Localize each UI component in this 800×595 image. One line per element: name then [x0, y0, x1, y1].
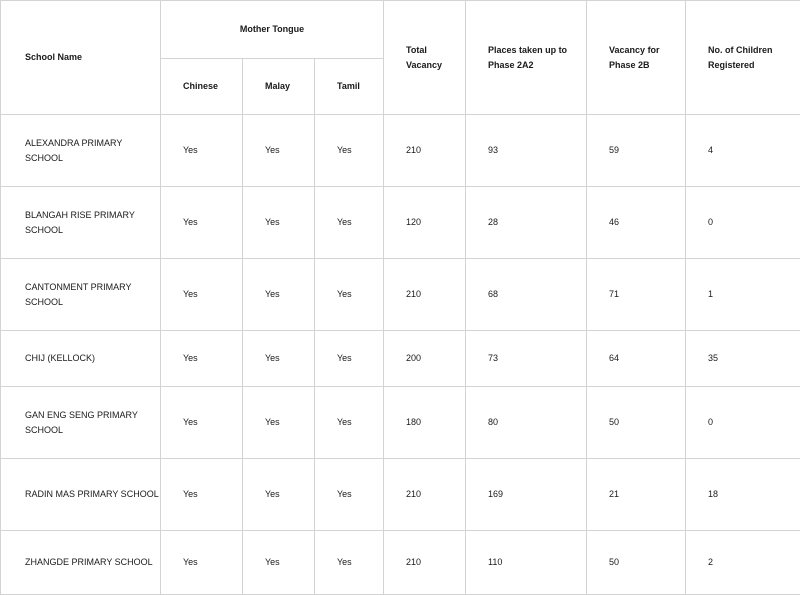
table-row — [1, 531, 800, 595]
places-taken-cell: 110 — [466, 531, 587, 595]
column-header-malay: Malay — [243, 59, 315, 115]
school-name-cell: CHIJ (KELLOCK) — [1, 331, 161, 387]
chinese-cell: Yes — [161, 115, 243, 187]
malay-cell: Yes — [243, 331, 315, 387]
total-vacancy-cell: 210 — [384, 115, 466, 187]
tamil-cell: Yes — [315, 187, 384, 259]
children-registered-cell: 0 — [686, 187, 800, 259]
places-taken-cell: 93 — [466, 115, 587, 187]
tamil-cell: Yes — [315, 531, 384, 595]
malay-cell: Yes — [243, 259, 315, 331]
table-row — [1, 387, 800, 459]
malay-cell: Yes — [243, 387, 315, 459]
column-header-vacancy-phase-2b: Vacancy for Phase 2B — [587, 1, 686, 115]
table-row — [1, 115, 800, 187]
school-name-cell: ZHANGDE PRIMARY SCHOOL — [1, 531, 161, 595]
places-taken-cell: 169 — [466, 459, 587, 531]
school-name-cell: RADIN MAS PRIMARY SCHOOL — [1, 459, 161, 531]
places-taken-cell: 80 — [466, 387, 587, 459]
malay-cell: Yes — [243, 531, 315, 595]
chinese-cell: Yes — [161, 331, 243, 387]
children-registered-cell: 2 — [686, 531, 800, 595]
tamil-cell: Yes — [315, 115, 384, 187]
places-taken-cell: 28 — [466, 187, 587, 259]
children-registered-cell: 0 — [686, 387, 800, 459]
table-row — [1, 459, 800, 531]
school-name-cell: ALEXANDRA PRIMARY SCHOOL — [1, 115, 161, 187]
total-vacancy-cell: 210 — [384, 259, 466, 331]
places-taken-cell: 68 — [466, 259, 587, 331]
column-header-mother-tongue: Mother Tongue — [161, 1, 384, 59]
chinese-cell: Yes — [161, 187, 243, 259]
malay-cell: Yes — [243, 459, 315, 531]
vacancy-phase-2b-cell: 59 — [587, 115, 686, 187]
column-header-school-name: School Name — [1, 1, 161, 115]
tamil-cell: Yes — [315, 459, 384, 531]
total-vacancy-cell: 210 — [384, 531, 466, 595]
tamil-cell: Yes — [315, 259, 384, 331]
total-vacancy-cell: 180 — [384, 387, 466, 459]
vacancy-phase-2b-cell: 46 — [587, 187, 686, 259]
school-name-cell: GAN ENG SENG PRIMARY SCHOOL — [1, 387, 161, 459]
header-row-top — [1, 1, 800, 59]
vacancy-phase-2b-cell: 64 — [587, 331, 686, 387]
total-vacancy-cell: 120 — [384, 187, 466, 259]
children-registered-cell: 35 — [686, 331, 800, 387]
table-row — [1, 259, 800, 331]
vacancy-phase-2b-cell: 50 — [587, 387, 686, 459]
tamil-cell: Yes — [315, 331, 384, 387]
chinese-cell: Yes — [161, 387, 243, 459]
vacancy-phase-2b-cell: 50 — [587, 531, 686, 595]
vacancy-phase-2b-cell: 71 — [587, 259, 686, 331]
children-registered-cell: 18 — [686, 459, 800, 531]
column-header-places-taken: Places taken up to Phase 2A2 — [466, 1, 587, 115]
vacancy-phase-2b-cell: 21 — [587, 459, 686, 531]
chinese-cell: Yes — [161, 531, 243, 595]
column-header-total-vacancy: Total Vacancy — [384, 1, 466, 115]
column-header-chinese: Chinese — [161, 59, 243, 115]
places-taken-cell: 73 — [466, 331, 587, 387]
school-name-cell: BLANGAH RISE PRIMARY SCHOOL — [1, 187, 161, 259]
children-registered-cell: 4 — [686, 115, 800, 187]
total-vacancy-cell: 200 — [384, 331, 466, 387]
table-row — [1, 331, 800, 387]
school-name-cell: CANTONMENT PRIMARY SCHOOL — [1, 259, 161, 331]
column-header-tamil: Tamil — [315, 59, 384, 115]
malay-cell: Yes — [243, 115, 315, 187]
table-row — [1, 187, 800, 259]
chinese-cell: Yes — [161, 459, 243, 531]
children-registered-cell: 1 — [686, 259, 800, 331]
malay-cell: Yes — [243, 187, 315, 259]
total-vacancy-cell: 210 — [384, 459, 466, 531]
tamil-cell: Yes — [315, 387, 384, 459]
column-header-children-registered: No. of Children Registered — [686, 1, 800, 115]
chinese-cell: Yes — [161, 259, 243, 331]
